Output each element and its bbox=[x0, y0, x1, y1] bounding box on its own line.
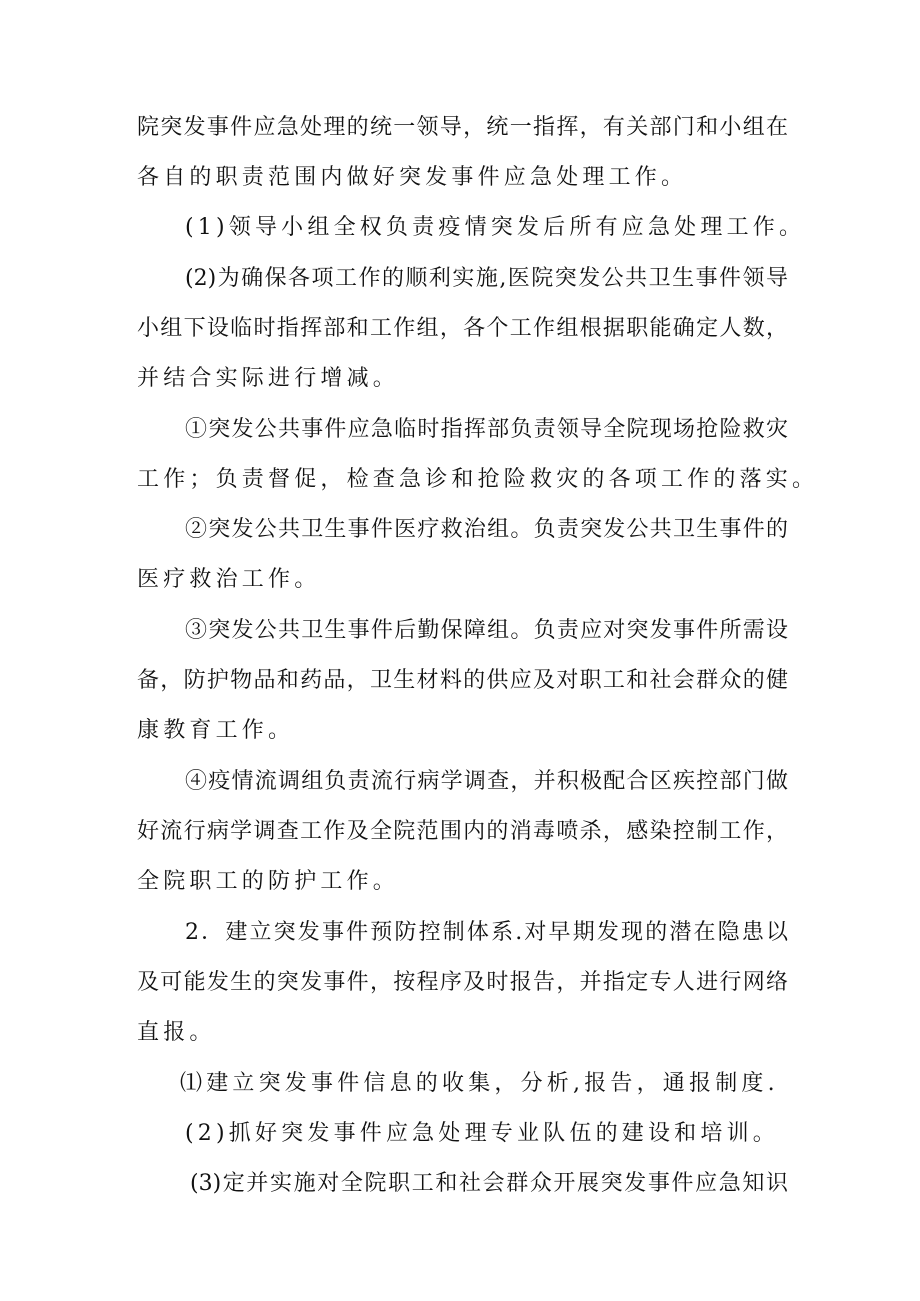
body-text-line: 并结合实际进行增减。 bbox=[137, 366, 400, 391]
body-text-line: (1)领导小组全权负责疫情突发后所有应急处理工作。 bbox=[185, 215, 806, 240]
body-text-line: 全院职工的防护工作。 bbox=[137, 869, 400, 894]
body-text-line: 备，防护物品和药品，卫生材料的供应及对职工和社会群众的健 bbox=[137, 668, 788, 693]
body-text-line: (3)定并实施对全院职工和社会群众开展突发事件应急知识 bbox=[190, 1171, 788, 1196]
body-text-line: ④疫情流调组负责流行病学调查，并积极配合区疾控部门做 bbox=[185, 769, 788, 794]
body-text-line: 院突发事件应急处理的统一领导，统一指挥，有关部门和小组在 bbox=[137, 115, 788, 140]
body-text-line: 2．建立突发事件预防控制体系.对早期发现的潜在隐患以 bbox=[185, 920, 788, 945]
body-text-line: 康教育工作。 bbox=[137, 718, 295, 743]
body-text-line: ⑴建立突发事件信息的收集，分析,报告，通报制度. bbox=[180, 1071, 779, 1096]
body-text-line: 小组下设临时指挥部和工作组，各个工作组根据职能确定人数， bbox=[137, 316, 788, 341]
body-text-line: 各自的职责范围内做好突发事件应急处理工作。 bbox=[137, 165, 688, 190]
body-text-line: ③突发公共卫生事件后勤保障组。负责应对突发事件所需设 bbox=[185, 618, 788, 643]
body-text-line: 及可能发生的突发事件，按程序及时报告，并指定专人进行网络 bbox=[137, 970, 788, 995]
body-text-line: (2)抓好突发事件应急处理专业队伍的建设和培训。 bbox=[185, 1121, 779, 1146]
body-text-line: 直报。 bbox=[137, 1020, 216, 1045]
body-text-line: ②突发公共卫生事件医疗救治组。负责突发公共卫生事件的 bbox=[185, 517, 788, 542]
body-text-line: 工作；负责督促，检查急诊和抢险救灾的各项工作的落实。 bbox=[137, 467, 819, 492]
body-text-line: (2)为确保各项工作的顺利实施,医院突发公共卫生事件领导 bbox=[185, 266, 788, 291]
body-text-line: 医疗救治工作。 bbox=[137, 567, 321, 592]
body-text-line: 好流行病学调查工作及全院范围内的消毒喷杀，感染控制工作， bbox=[137, 819, 788, 844]
body-text-line: ①突发公共事件应急临时指挥部负责领导全院现场抢险救灾 bbox=[185, 417, 788, 442]
